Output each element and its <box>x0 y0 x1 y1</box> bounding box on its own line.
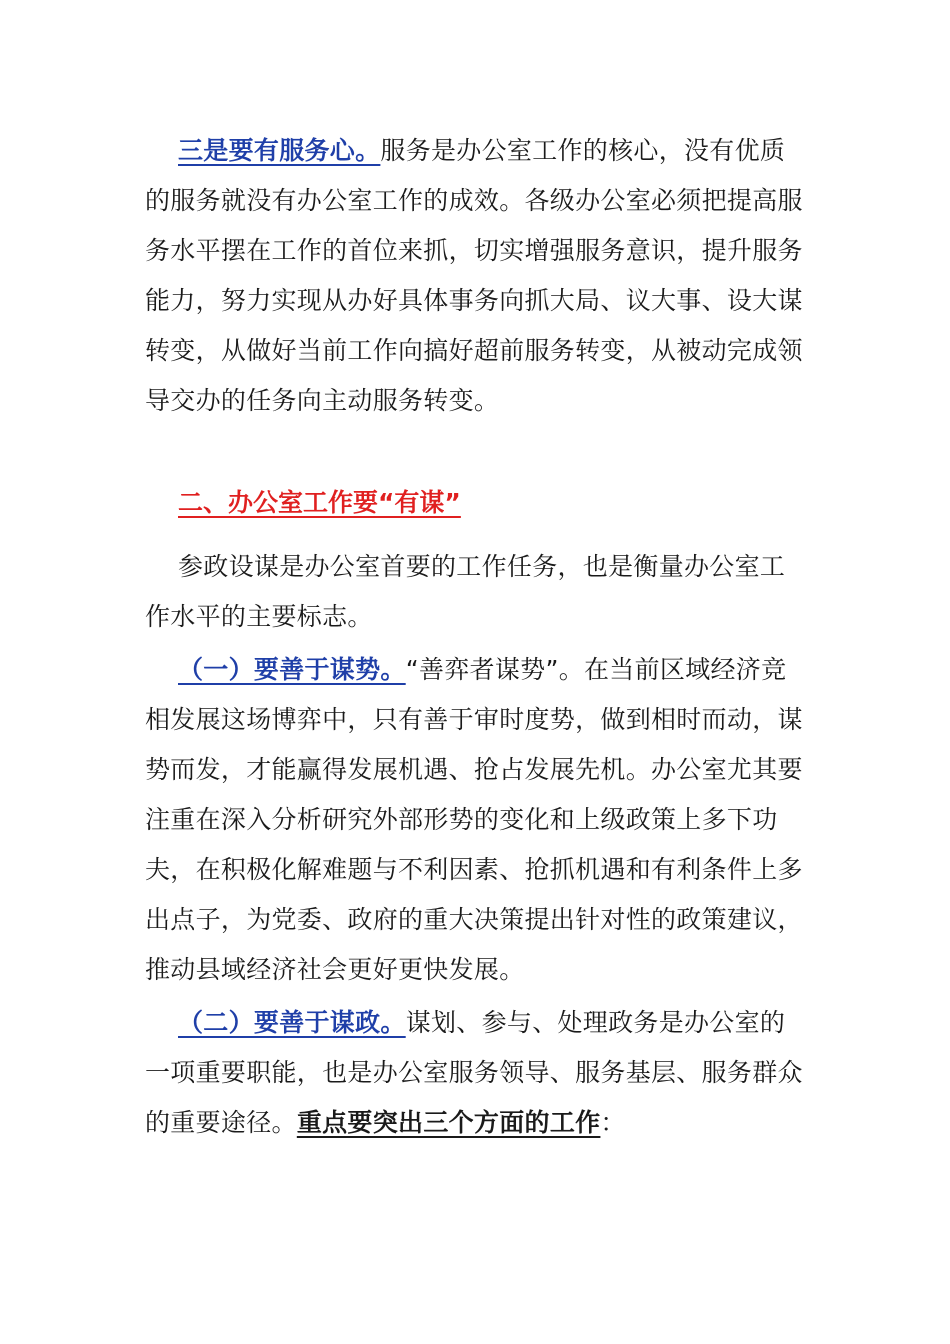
paragraph-body: 参政设谋是办公室首要的工作任务，也是衡量办公室工作水平的主要标志。 <box>145 552 786 631</box>
paragraph-body: 服务是办公室工作的核心，没有优质的服务就没有办公室工作的成效。各级办公室必须把提高服务水平摆在工作的首位来抓，切实增强服务意识，提升服务能力，努力实现从办好具体事务向抓大局、议大事、设大谋转变，从做好当前工作向搞好超前服务转变，从被动完成领导交办的任务向主动服务转变。 <box>145 136 803 415</box>
paragraph-service-mindset <box>145 126 810 426</box>
paragraph-tail: ： <box>600 1108 626 1137</box>
paragraph-strategy <box>145 645 810 995</box>
emphasis-text: 重点要突出三个方面的工作 <box>296 1108 601 1137</box>
paragraph-lead-heading: 三是要有服务心。 <box>178 136 381 165</box>
paragraph-governance <box>145 998 810 1148</box>
section-heading-2: 二、办公室工作要“有谋” <box>178 488 461 517</box>
paragraph-body: “善弈者谋势”。在当前区域经济竞相发展这场博弈中，只有善于审时度势，做到相时而动，谋势而发，才能赢得发展机遇、抢占发展先机。办公室尤其要注重在深入分析研究外部形势的变化和上级政策上多下功夫，在积极化解难题与不利因素、抢抓机遇和有利条件上多出点子，为党委、政府的重大决策提出针对性的政策建议，推动县域经济社会更好更快发展。 <box>145 655 803 984</box>
paragraph-intro <box>145 542 810 642</box>
paragraph-lead-heading: （二）要善于谋政。 <box>178 1008 406 1037</box>
paragraph-body: 谋划、参与、处理政务是办公室的一项重要职能，也是办公室服务领导、服务基层、服务群众的重要途径。 <box>145 1008 803 1137</box>
paragraph-lead-heading: （一）要善于谋势。 <box>178 655 406 684</box>
